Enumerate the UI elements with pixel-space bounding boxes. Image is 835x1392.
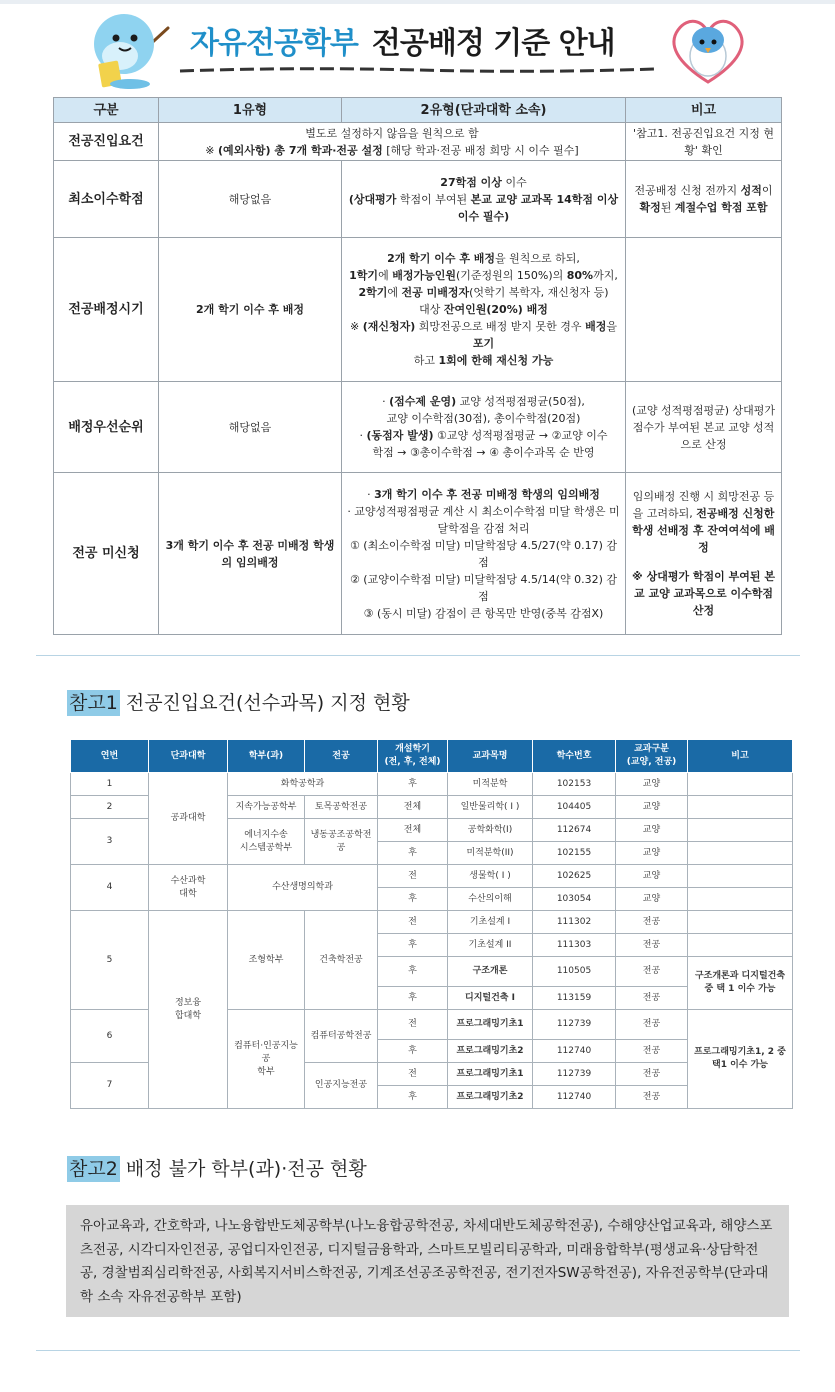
- cell-type: 전공: [616, 911, 688, 934]
- cell-sem: 전: [378, 1063, 448, 1086]
- cell-college: 수산과학 대학: [149, 865, 228, 911]
- cell-note: [688, 773, 793, 796]
- table-cell: 2개 학기 이수 후 배정: [159, 238, 342, 382]
- section-heading-ref1: [67, 688, 410, 715]
- header-college: 단과대학: [149, 740, 228, 773]
- cell-type: 교양: [616, 773, 688, 796]
- cell-note: [688, 796, 793, 819]
- cell-note: [688, 934, 793, 957]
- cell-code: 112739: [533, 1063, 616, 1086]
- cell-note: 프로그래밍기초1, 2 중 택1 이수 가능: [688, 1010, 793, 1109]
- excluded-majors-box: 유아교육과, 간호학과, 나노융합반도체공학부(나노융합공학전공, 차세대반도체공학전공), 수해양산업교육과, 해양스포츠전공, 시각디자인전공, 공업디자인전공, 디지털금융학과, 스마트모빌리티공학과, 미래융합학부(평생교육·상담학전공, 경찰범죄심리학전공, 사회복지서비스학전공, 기계조선공조공학전공, 전기전자SW공학전공), 자유전공학부(단과대학 소속 자유전공학부 포함): [66, 1205, 789, 1317]
- cell-type: 교양: [616, 796, 688, 819]
- cell-course: 프로그래밍기초2: [448, 1040, 533, 1063]
- header-type2: 2유형(단과대학 소속): [342, 98, 626, 123]
- table-row: [71, 911, 793, 934]
- cell-no: 2: [71, 796, 149, 819]
- table-cell: 27학점 이상 이수 (상대평가 학점이 부여된 본교 교양 교과목 14학점 이상 이수 필수): [342, 161, 626, 238]
- cell-course: 공학화학(I): [448, 819, 533, 842]
- cell-text: 별도로 설정하지 않음을 원칙으로 함: [305, 126, 479, 140]
- table-cell: 3개 학기 이수 후 전공 미배정 학생의 임의배정: [159, 473, 342, 635]
- header-semester: 개설학기 (전, 후, 전체): [378, 740, 448, 773]
- cell-major: 컴퓨터공학전공: [305, 1010, 378, 1063]
- cell-major: 냉동공조공학전공: [305, 819, 378, 865]
- cell-code: 112740: [533, 1040, 616, 1063]
- cell-course: 수산의이해: [448, 888, 533, 911]
- table-row: [54, 382, 782, 473]
- cell-college: 정보융 합대학: [149, 911, 228, 1109]
- cell-no: 5: [71, 911, 149, 1010]
- cell-code: 104405: [533, 796, 616, 819]
- cell-sem: 전: [378, 911, 448, 934]
- cell-course: 프로그래밍기초1: [448, 1063, 533, 1086]
- cell-sem: 후: [378, 773, 448, 796]
- header-category: 구분: [54, 98, 159, 123]
- cell-code: 103054: [533, 888, 616, 911]
- cell-code: 112739: [533, 1010, 616, 1040]
- cell-course: 미적분학: [448, 773, 533, 796]
- prerequisite-table: [70, 739, 793, 1109]
- cell-course: 구조개론: [448, 957, 533, 987]
- dashed-underline: [178, 66, 656, 74]
- section-title: 전공진입요건(선수과목) 지정 현황: [119, 692, 410, 714]
- page-title: [190, 18, 615, 62]
- cell-note: 구조개론과 디지털건축 중 택 1 이수 가능: [688, 957, 793, 1010]
- cell-text: ※ (예외사항) 총 7개 학과·전공 설정 [해당 학과·전공 배정 희망 시 이수 필수]: [205, 143, 579, 157]
- cell-sem: 전체: [378, 819, 448, 842]
- cell-course: 기초설계 II: [448, 934, 533, 957]
- cell-major: 토목공학전공: [305, 796, 378, 819]
- cell-type: 전공: [616, 987, 688, 1010]
- cell-dept: 에너지수송 시스템공학부: [228, 819, 305, 865]
- cell-code: 111302: [533, 911, 616, 934]
- cell-type: 전공: [616, 957, 688, 987]
- cell-no: 3: [71, 819, 149, 865]
- row-label: 배정우선순위: [54, 382, 159, 473]
- table-row: [71, 773, 793, 796]
- cell-code: 102153: [533, 773, 616, 796]
- table-row: [54, 473, 782, 635]
- table-cell: · 3개 학기 이수 후 전공 미배정 학생의 임의배정 · 교양성적평점평균 계산 시 최소이수학점 미달 학생은 미달학점을 감점 처리 ① (최소이수학점 미달) 미달학점당 4.5/27(약 0.17) 감점 ② (교양이수학점 미달) 미달학점당 4.5/14(약 0.32) 감점 ③ (동시 미달) 감점이 큰 항목만 반영(중복 감점X): [342, 473, 626, 635]
- cell-type: 교양: [616, 842, 688, 865]
- cell-major: 건축학전공: [305, 911, 378, 1010]
- table-cell: 전공배정 신청 전까지 성적이 확정된 계절수업 학점 포함: [626, 161, 782, 238]
- section-heading-ref2: [67, 1154, 367, 1181]
- table-cell: · (점수제 운영) 교양 성적평점평균(50점), 교양 이수학점(30점), 총이수학점(20점) · (동점자 발생) ①교양 성적평점평균 → ②교양 이수 학점 → ③총이수학점 → ④ 총이수과목 순 반영: [342, 382, 626, 473]
- table-cell: [159, 123, 626, 161]
- title-text: 전공배정 기준 안내: [371, 26, 615, 61]
- assignment-criteria-table: [53, 97, 782, 635]
- divider: [36, 655, 800, 656]
- cell-no: 1: [71, 773, 149, 796]
- cell-code: 113159: [533, 987, 616, 1010]
- table-row: [54, 123, 782, 161]
- table-cell: [626, 238, 782, 382]
- table-row: [54, 161, 782, 238]
- table-row: [71, 865, 793, 888]
- header-type: 교과구분 (교양, 전공): [616, 740, 688, 773]
- section-tag: 참고2: [69, 1158, 118, 1180]
- cell-no: 7: [71, 1063, 149, 1109]
- cell-type: 전공: [616, 1086, 688, 1109]
- cell-sem: 후: [378, 888, 448, 911]
- header-dept: 학부(과): [228, 740, 305, 773]
- cell-no: 4: [71, 865, 149, 911]
- cell-college: 공과대학: [149, 773, 228, 865]
- cell-course: 생물학( I ): [448, 865, 533, 888]
- cell-dept: 수산생명의학과: [228, 865, 378, 911]
- table-cell: '참고1. 전공진입요건 지정 현황' 확인: [626, 123, 782, 161]
- cell-note: [688, 888, 793, 911]
- cell-course: 기초설계 I: [448, 911, 533, 934]
- divider: [36, 1350, 800, 1351]
- cell-code: 112740: [533, 1086, 616, 1109]
- cell-course: 프로그래밍기초2: [448, 1086, 533, 1109]
- cell-dept: 컴퓨터·인공지능공 학부: [228, 1010, 305, 1109]
- cell-code: 110505: [533, 957, 616, 987]
- table-cell: 해당없음: [159, 382, 342, 473]
- cell-type: 전공: [616, 934, 688, 957]
- row-label: 전공진입요건: [54, 123, 159, 161]
- cell-type: 교양: [616, 865, 688, 888]
- table-cell: 2개 학기 이수 후 배정을 원칙으로 하되, 1학기에 배정가능인원(기준정원의 150%)의 80%까지, 2학기에 전공 미배정자(엇학기 복학자, 재신청자 등) 대상 잔여인원(20%) 배정 ※ (재신청자) 희망전공으로 배정 받지 못한 경우 배정을 포기 하고 1회에 한해 재신청 가능: [342, 238, 626, 382]
- header-note: 비고: [688, 740, 793, 773]
- cell-sem: 후: [378, 934, 448, 957]
- cell-note: [688, 865, 793, 888]
- table-header-row: [54, 98, 782, 123]
- header-course: 교과목명: [448, 740, 533, 773]
- cell-course: 미적분학(II): [448, 842, 533, 865]
- cell-sem: 후: [378, 842, 448, 865]
- header-type1: 1유형: [159, 98, 342, 123]
- cell-dept: 조형학부: [228, 911, 305, 1010]
- cell-type: 전공: [616, 1063, 688, 1086]
- cell-type: 교양: [616, 888, 688, 911]
- header-note: 비고: [626, 98, 782, 123]
- row-label: 전공배정시기: [54, 238, 159, 382]
- cell-sem: 후: [378, 987, 448, 1010]
- header-major: 전공: [305, 740, 378, 773]
- cell-note: [688, 911, 793, 934]
- section-title: 배정 불가 학부(과)·전공 현황: [119, 1158, 367, 1180]
- cell-type: 전공: [616, 1010, 688, 1040]
- table-cell: 임의배정 진행 시 희망전공 등을 고려하되, 전공배정 신청한 학생 선배정 후 잔여여석에 배정 ※ 상대평가 학점이 부여된 본교 교양 교과목으로 이수학점 산정: [626, 473, 782, 635]
- cell-code: 102625: [533, 865, 616, 888]
- cell-sem: 전체: [378, 796, 448, 819]
- cell-code: 111303: [533, 934, 616, 957]
- row-label: 전공 미신청: [54, 473, 159, 635]
- cell-sem: 후: [378, 957, 448, 987]
- cell-sem: 전: [378, 1010, 448, 1040]
- cell-note: [688, 842, 793, 865]
- page-header: [0, 0, 835, 95]
- table-cell: (교양 성적평점평균) 상대평가 점수가 부여된 본교 교양 성적으로 산정: [626, 382, 782, 473]
- cell-type: 교양: [616, 819, 688, 842]
- cell-course: 일반물리학( I ): [448, 796, 533, 819]
- cell-dept: 지속가능공학부: [228, 796, 305, 819]
- cell-note: [688, 819, 793, 842]
- whale-mascot-icon: [86, 6, 172, 90]
- table-row: [54, 238, 782, 382]
- row-label: 최소이수학점: [54, 161, 159, 238]
- header-no: 연번: [71, 740, 149, 773]
- table-header-row: [71, 740, 793, 773]
- cell-course: 프로그래밍기초1: [448, 1010, 533, 1040]
- cell-course: 디지털건축 I: [448, 987, 533, 1010]
- cell-sem: 후: [378, 1040, 448, 1063]
- cell-code: 102155: [533, 842, 616, 865]
- cell-type: 전공: [616, 1040, 688, 1063]
- section-tag: 참고1: [69, 692, 118, 714]
- title-highlight: 자유전공학부: [190, 26, 358, 61]
- header-code: 학수번호: [533, 740, 616, 773]
- cell-major: 인공지능전공: [305, 1063, 378, 1109]
- cell-no: 6: [71, 1010, 149, 1063]
- cell-dept: 화학공학과: [228, 773, 378, 796]
- cell-sem: 후: [378, 1086, 448, 1109]
- table-cell: 해당없음: [159, 161, 342, 238]
- bird-mascot-heart-icon: [668, 10, 748, 88]
- cell-code: 112674: [533, 819, 616, 842]
- cell-sem: 전: [378, 865, 448, 888]
